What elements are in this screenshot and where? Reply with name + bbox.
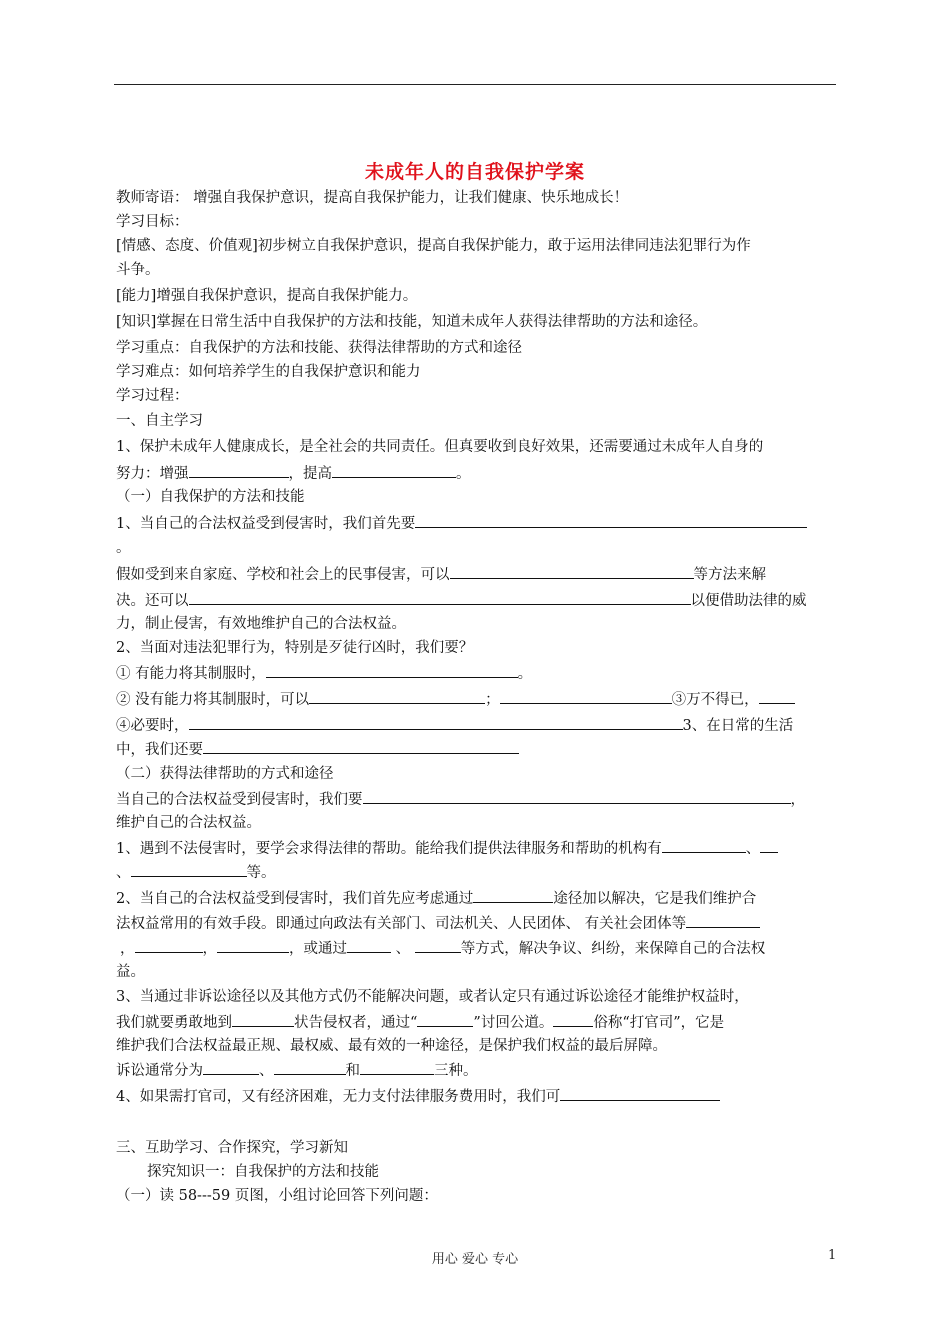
blank-field[interactable]: [189, 589, 691, 605]
teacher-message: 教师寄语： 增强自我保护意识，提高自我保护能力，让我们健康、快乐地成长！: [116, 190, 629, 206]
blank-field[interactable]: [274, 1059, 346, 1075]
paragraph-4b: 我们就要勇敢地到 状告侵权者，通过“ ”讨回公道。 俗称“打官司”，它是: [116, 1011, 724, 1034]
blank-field[interactable]: [217, 937, 289, 953]
question-2c: ④必要时， 3、在日常的生活: [116, 714, 793, 737]
question-intro: 1、保护未成年人健康成长，是全社会的共同责任。但真要收到良好效果，还需要通过未成年人自身的: [116, 439, 764, 455]
section-cooperative: 三、互助学习、合作探究，学习新知: [116, 1140, 348, 1156]
objectives-heading: 学习目标：: [116, 214, 189, 230]
question-1c: 决。还可以 以便借助法律的威: [116, 589, 807, 612]
paragraph-2: 1、遇到不法侵害时，要学会求得法律的帮助。能给我们提供法律服务和帮助的机构有 、: [116, 837, 778, 860]
blank-field[interactable]: [232, 1011, 294, 1027]
question-1d: 力，制止侵害，有效地维护自己的合法权益。: [116, 616, 406, 632]
blank-field[interactable]: [662, 837, 746, 853]
blank-field[interactable]: [203, 738, 519, 754]
paragraph-1: 当自己的合法权益受到侵害时，我们要 ，: [116, 788, 805, 811]
blank-field[interactable]: [360, 1059, 434, 1075]
paragraph-4: 3、当通过非诉讼途径以及其他方式仍不能解决问题，或者认定只有通过诉讼途径才能维护权益时，: [116, 989, 749, 1005]
question-2b: ② 没有能力将其制服时，可以 ； ③万不得已，: [116, 688, 795, 711]
blank-field[interactable]: [309, 688, 485, 704]
blank-field[interactable]: [189, 462, 289, 478]
page-number: 1: [828, 1248, 837, 1263]
blank-field[interactable]: [131, 861, 247, 877]
paragraph-1b: 维护自己的合法权益。: [116, 815, 261, 831]
process-heading: 学习过程：: [116, 388, 189, 404]
blank-field[interactable]: [473, 887, 553, 903]
question-1-end: 。: [116, 540, 131, 556]
blank-field[interactable]: [189, 714, 683, 730]
paragraph-3: 2、当自己的合法权益受到侵害时，我们首先应考虑通过 途径加以解决，它是我们维护合: [116, 887, 756, 910]
question-1: 1、当自己的合法权益受到侵害时，我们首先要: [116, 512, 807, 535]
blank-field[interactable]: [553, 1011, 593, 1027]
question-2d: 中，我们还要: [116, 738, 519, 761]
objective-ability: [能力]增强自我保护意识，提高自我保护能力。: [116, 288, 418, 304]
blank-field[interactable]: [347, 937, 391, 953]
document-title: 未成年人的自我保护学案: [364, 161, 585, 183]
blank-field[interactable]: [417, 1011, 473, 1027]
objective-attitude: [情感、态度、价值观]初步树立自我保护意识，提高自我保护能力，敢于运用法律同违法犯罪行为作: [116, 238, 751, 254]
blank-field[interactable]: [759, 688, 795, 704]
page-footer: 用心 爱心 专心: [431, 1252, 519, 1267]
paragraph-4d: 诉讼通常分为 、 和 三种。: [116, 1059, 478, 1082]
section-self-study: 一、自主学习: [116, 413, 203, 429]
blank-field[interactable]: [560, 1085, 720, 1101]
blank-field[interactable]: [266, 662, 518, 678]
blank-field[interactable]: [415, 937, 461, 953]
subsection-methods: （一）自我保护的方法和技能: [116, 489, 305, 505]
blank-field[interactable]: [363, 788, 791, 804]
blank-field[interactable]: [332, 462, 456, 478]
difficult-points: 学习难点：如何培养学生的自我保护意识和能力: [116, 364, 421, 380]
blank-field[interactable]: [135, 937, 203, 953]
paragraph-3c: ， ， ，或通过 、 等方式，解决争议、纠纷，来保障自己的合法权: [116, 937, 765, 960]
question-2a: ① 有能力将其制服时， 。: [116, 662, 532, 685]
question-1b: 假如受到来自家庭、学校和社会上的民事侵害，可以 等方法来解: [116, 563, 766, 586]
blank-field[interactable]: [500, 688, 672, 704]
question-2: 2、当面对违法犯罪行为，特别是歹徒行凶时，我们要？: [116, 640, 474, 656]
blank-field[interactable]: [450, 563, 694, 579]
objective-attitude-cont: 斗争。: [116, 262, 160, 278]
paragraph-4c: 维护我们合法权益最正规、最权威、最有效的一种途径，是保护我们权益的最后屏障。: [116, 1038, 667, 1054]
blank-field[interactable]: [415, 512, 807, 528]
paragraph-5: 4、如果需打官司，又有经济困难，无力支付法律服务费用时，我们可: [116, 1085, 720, 1108]
explore-question: （一）读 58---59 页图，小组讨论回答下列问题：: [116, 1188, 438, 1204]
paragraph-3d: 益。: [116, 964, 145, 980]
blank-field[interactable]: [760, 837, 778, 853]
paragraph-3b: 法权益常用的有效手段。即通过向政法有关部门、司法机关、人民团体、 有关社会团体等: [116, 912, 760, 935]
header-rule: [114, 84, 836, 85]
paragraph-2b: 、 等。: [116, 861, 276, 884]
key-points: 学习重点：自我保护的方法和技能、获得法律帮助的方式和途径: [116, 340, 522, 356]
question-effort: 努力：增强 ，提高 。: [116, 462, 471, 485]
explore-knowledge-1: 探究知识一：自我保护的方法和技能: [147, 1164, 379, 1180]
subsection-legal-help: （二）获得法律帮助的方式和途径: [116, 766, 334, 782]
blank-field[interactable]: [203, 1059, 259, 1075]
objective-knowledge: [知识]掌握在日常生活中自我保护的方法和技能，知道未成年人获得法律帮助的方法和途径。: [116, 314, 708, 330]
blank-field[interactable]: [686, 912, 760, 928]
